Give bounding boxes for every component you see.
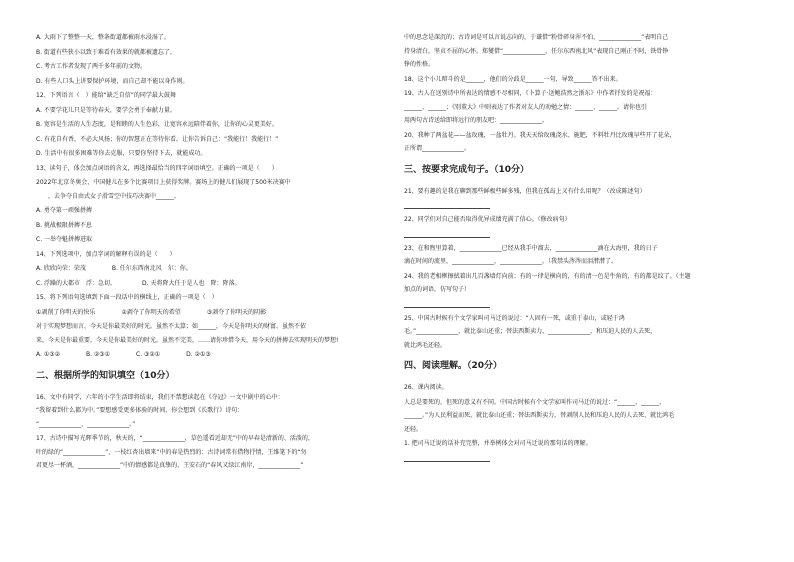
question-23-line1: 23、在和煦里算着，______________已经从我手中溜去，______________滴在大海里，我的日子: [404, 244, 658, 252]
q15-option-d: D. ②①③: [186, 351, 211, 358]
q26-passage-3: 还轻。: [404, 425, 423, 433]
question-15: 15、将下列语句选填到下面一段话中的横线上，正确的一项是（ ）: [36, 294, 218, 301]
q14-option-d: D. 天将降大任于是人也 降：降落。: [142, 279, 241, 287]
q17-continued-3: 铮的性格。: [404, 61, 435, 68]
q13-option-c: C. 一举夺魁拼搏进取: [36, 236, 93, 243]
section-4-heading: 四、阅读理解。（20分）: [404, 361, 503, 371]
q12-option-b: B. 宽容是生活的人生态度，是和睦的人生色彩，让宽容永远陪伴着你，让你的心灵更美好。: [36, 121, 278, 128]
q12-option-c: C. 有花自有香，不必大风扬；你的智慧正在等待你看。让你告诉自己：“我能行！我能行！”: [36, 135, 279, 143]
question-25-line3: 就比鸿毛还轻。: [404, 341, 447, 349]
q14-option-b: B. 任尔东西南北风 尔：你。: [111, 265, 192, 272]
q14-options-row1: [36, 265, 388, 273]
q17-continued-2: 持身清白，坚贞不屈的心怀。郑燮借“______________，任尔东西南北风”表现自己刚正不阿、铁骨铮: [404, 47, 669, 55]
question-13: 13、读句子，体会加点词语的含义，再选择最恰当的四字词语填空。正确的一项是（ ）: [36, 164, 278, 172]
q15-option-b: B. ②③①: [85, 351, 111, 358]
question-16-line1: 16、文中有同学，六年的小学生活即将结束，我们不禁想读起在《夺冠》一文中剧中的心中：: [36, 393, 284, 401]
section-3-heading: 三、按要求完成句子。（10分）: [404, 164, 530, 175]
answer-line: [404, 301, 490, 308]
q14-option-c: C. 浮躁的大都市 浮：急切。: [36, 279, 117, 287]
question-12: 12、下列语言（ ）能给“缺乏自信”的同学最大鼓舞: [36, 92, 176, 99]
right-column: [404, 34, 756, 469]
q12-option-a: A. 不要学花儿只是等待春天，要学会勇于奉献力量。: [36, 106, 176, 114]
q14-option-a: A. 欣欣向荣：荣茂: [36, 265, 86, 272]
option-a-line: A. 大雨下了整整一天，整条街道都被雨水浸湿了。: [36, 34, 170, 41]
question-16-line2: “我留着到什么都为中。”要想感受更多体验的时间，你会想到《长歌行》诗句：: [36, 407, 244, 414]
q26-passage-1: 人总是要死的，但死的意义有不同。中国古时候有个文学家叫作司马迁的说过：“______，______，: [404, 398, 666, 406]
question-16-line3: “______________，______________。”: [36, 420, 136, 428]
section-2-heading: 二、根据所学的知识填空（10分）: [36, 370, 175, 381]
question-14: 14、下列选项中，加点字词的解释有误的是（ ）: [36, 250, 176, 258]
q17-continued-1: 中的思念是深沉的；古诗词是可以言说志向的，于谦借“粉骨碎身浑不怕，______________”表明自己: [404, 34, 669, 41]
q26-question-1: 1. 把司马迁说的话补充完整，并举例体会对司马迁说的那句话的理解。: [404, 440, 592, 447]
answer-line: [404, 202, 490, 209]
q12-option-d: D. 生活中有很多困难等你去克服，只要你坚持下去，就能成功。: [36, 150, 207, 157]
option-d-line: D. 有些人口头上讲要保护环境，而自己却不能以身作则。: [36, 77, 189, 85]
answer-line: [404, 455, 490, 462]
q15-passage-1: 对于实现梦想而言，今天是你最美好的时光。虽然不太算；如______，今天是你明天的财富。虽然不依: [36, 323, 307, 330]
q15-option-a: A. ①③②: [36, 351, 60, 358]
q15-sentence-3: ③剥夺了你明天的阴影: [206, 308, 267, 316]
question-17-line3: 君更尽一杯酒，______________”中的情感都是真挚的，王安石的“春风又绿江南岸，______________”: [36, 462, 304, 469]
option-c-line: C. 考古工作者发现了两千多年前的文物。: [36, 63, 147, 70]
q13-text-1: 2022年北京冬奥会，中国健儿在多个比赛项目上获得奖牌。赛场上的健儿们展现了500米决赛中: [36, 179, 291, 186]
question-26: 26、课内阅读。: [404, 384, 448, 391]
question-18: 18、这个小儿辩斗的是______，他们的分歧是______一句，导致______答不出来。: [404, 75, 622, 83]
question-19-line3: 用两句古诗送给即将远行的朋友吧：______________。: [404, 117, 549, 124]
q15-passage-2: 来，今天是你最重要，今天是你最美好的时光。虽然不完美，……请你珍惜今天，用今天的拼搏去实现明天的梦想!: [36, 336, 339, 344]
question-22: 22、同学们对自己能否取得优异成绩充满了信心。（修改病句）: [404, 216, 571, 223]
question-21: 21、要有趣的是我在聊到那些鲜极些鲜多残，但我在孤岛上又有什么用呢？（改成陈述句）: [404, 187, 646, 195]
q14-options-row2: [36, 280, 388, 288]
question-25-line1: 25、中国古时候有个文学家叫司马迁的说过：“人固有一死，或重于泰山，或轻于鸿: [404, 314, 625, 322]
question-17-line1: 17、古诗中描写光辉季节的，秋天的，“______________，草色遥看近却无”中的早春是清新的、活泼的，: [36, 435, 314, 442]
q26-passage-2: ______。”为人民利益而死，就比泰山还重；替法西斯卖力，替剥削人民和压迫人民的人去死，就比鸿毛: [404, 412, 675, 419]
question-19-line2: ______、______；《别董大》中则表达了作者对友人的劝勉之情：______、______。请你也引: [404, 103, 648, 111]
q15-option-c: C. ③②①: [136, 351, 161, 358]
question-24-line2: 加点的词语，仿写句子）: [404, 286, 471, 293]
q15-answer-options: [36, 351, 388, 359]
q15-sentence-2: ②剥夺了你明天的希望: [121, 308, 181, 316]
question-20-line1: 20、我种了两盆花——盆玫瑰，一盆牡丹。我天天给玫瑰浇水、施肥，不料牡丹比玫瑰早些开了花朵，: [404, 131, 676, 139]
question-20-line2: 正所谓______________。: [404, 145, 471, 152]
question-19-line1: 19、古人在送别诗中所表达的情感不尽相同，《卜算子·送鲍浩然之浙东》中作者抒发的是祝福：: [404, 90, 657, 97]
question-25-line2: 毛。”______________，就比泰山还重；替法西斯卖力，______________，和压迫人民的人去死，: [404, 328, 657, 335]
option-b-line: B. 街道有些狭小以致于难看有效果的就都被遗忘了。: [36, 48, 176, 56]
left-column: [36, 34, 388, 477]
question-23-line2: 滴在时间的流里，______________，______________。（我禁头涔涔而泪潸潸了。: [404, 258, 618, 265]
q15-sentence-options: [36, 309, 388, 317]
answer-line: [404, 231, 490, 238]
question-17-line2: 叶的绿的“______________”，一枝红杏出墙来”中的春是热烈的；古诗词常有借物抒情，王维笔下的“勿: [36, 448, 307, 456]
q13-text-2: ，去争夺自由式女子滑雪空中技巧决赛中______。: [36, 192, 181, 200]
q15-sentence-1: ①剥削了你明天的快乐: [36, 308, 96, 316]
q13-option-b: B. 挑战极限拼搏不息: [36, 221, 92, 229]
q13-option-a: A. 勇夺第一顽强拼搏: [36, 207, 92, 214]
question-24-line1: 24、我的老相框擦拭着出几百盏墙灯向前；有的一律是横向的，有的清一色是牛角的，有的都是纹了。（主题: [404, 272, 691, 280]
